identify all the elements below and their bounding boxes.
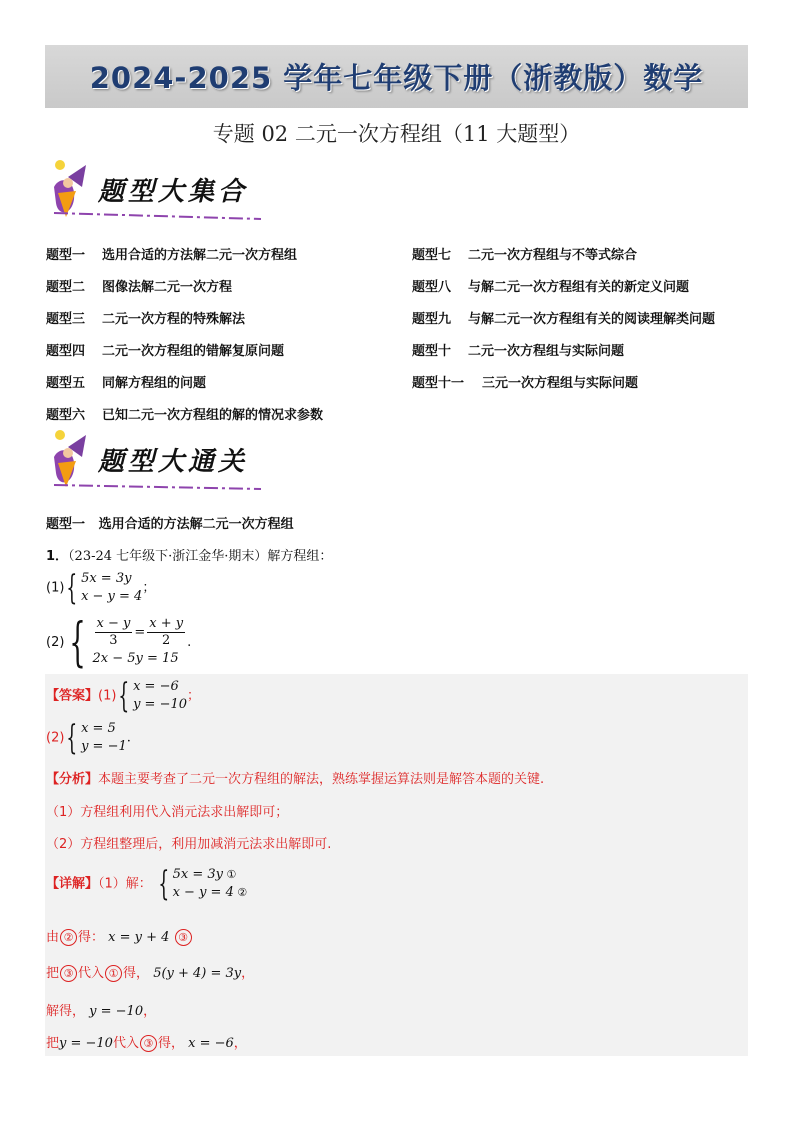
- detail-step-4: 把y = −10代入 ③ 得， x = −6，: [46, 1036, 247, 1051]
- answer-part1: 【答案】(1){ x = −6 y = −10；: [46, 676, 201, 716]
- detail-system: 【详解】（1）解： { 5x = 3y ① x − y = 4 ②: [46, 864, 248, 904]
- type-item: 题型七 二元一次方程组与不等式综合: [412, 248, 638, 263]
- banner-title: 2024-2025 学年七年级下册（浙教版）数学: [89, 61, 704, 95]
- page-subtitle: 专题 02 二元一次方程组（11 大题型）: [212, 122, 581, 146]
- type-item: 题型六 已知二元一次方程组的解的情况求参数: [46, 408, 324, 423]
- analysis-step-2: （2）方程组整理后，利用加减消元法求出解即可.: [46, 837, 332, 852]
- type-item: 题型十 二元一次方程组与实际问题: [412, 344, 625, 359]
- answer-panel: [45, 674, 748, 1056]
- logo-text-collection: 题型大集合: [98, 177, 249, 207]
- question-stem: 1．（23-24 七年级下·浙江金华·期末）解方程组：: [46, 549, 333, 564]
- detail-step-3: 解得， y = −10，: [46, 1004, 157, 1019]
- question-part1: (1){ 5x = 3y x − y = 4；: [46, 568, 156, 608]
- question-part2: (2) { $\frac{x - y}{3}$ = $\frac{x + y}{2}$ 2x − 5y = 15.: [46, 612, 192, 673]
- logo-text-pass: 题型大通关: [98, 447, 249, 477]
- section-logo-collection: [46, 157, 266, 227]
- analysis-text: 【分析】本题主要考查了二元一次方程组的解法，熟练掌握运算法则是解答本题的关键.: [46, 772, 545, 787]
- type-item: 题型八 与解二元一次方程组有关的新定义问题: [412, 280, 690, 295]
- section-heading: 题型一 选用合适的方法解二元一次方程组: [46, 517, 294, 532]
- type-item: 题型三 二元一次方程的特殊解法: [46, 312, 246, 327]
- type-item: 题型五 同解方程组的问题: [46, 376, 207, 391]
- title-banner: [45, 45, 748, 108]
- detail-step-2: 把 ③ 代入 ① 得， 5(y + 4) = 3y，: [46, 966, 255, 981]
- type-item: 题型四 二元一次方程组的错解复原问题: [46, 344, 285, 359]
- detail-step-1: 由 ② 得： x = y + 4 ③: [46, 926, 193, 946]
- answer-part2: (2){ x = 5 y = −1.: [46, 718, 131, 758]
- type-item: 题型一 选用合适的方法解二元一次方程组: [46, 248, 298, 263]
- section-logo-pass: [46, 427, 266, 497]
- type-item: 题型二 图像法解二元一次方程: [46, 280, 233, 295]
- analysis-step-1: （1）方程组利用代入消元法求出解即可；: [46, 805, 289, 820]
- type-item: 题型十一 三元一次方程组与实际问题: [412, 376, 639, 391]
- type-item: 题型九 与解二元一次方程组有关的阅读理解类问题: [412, 312, 716, 327]
